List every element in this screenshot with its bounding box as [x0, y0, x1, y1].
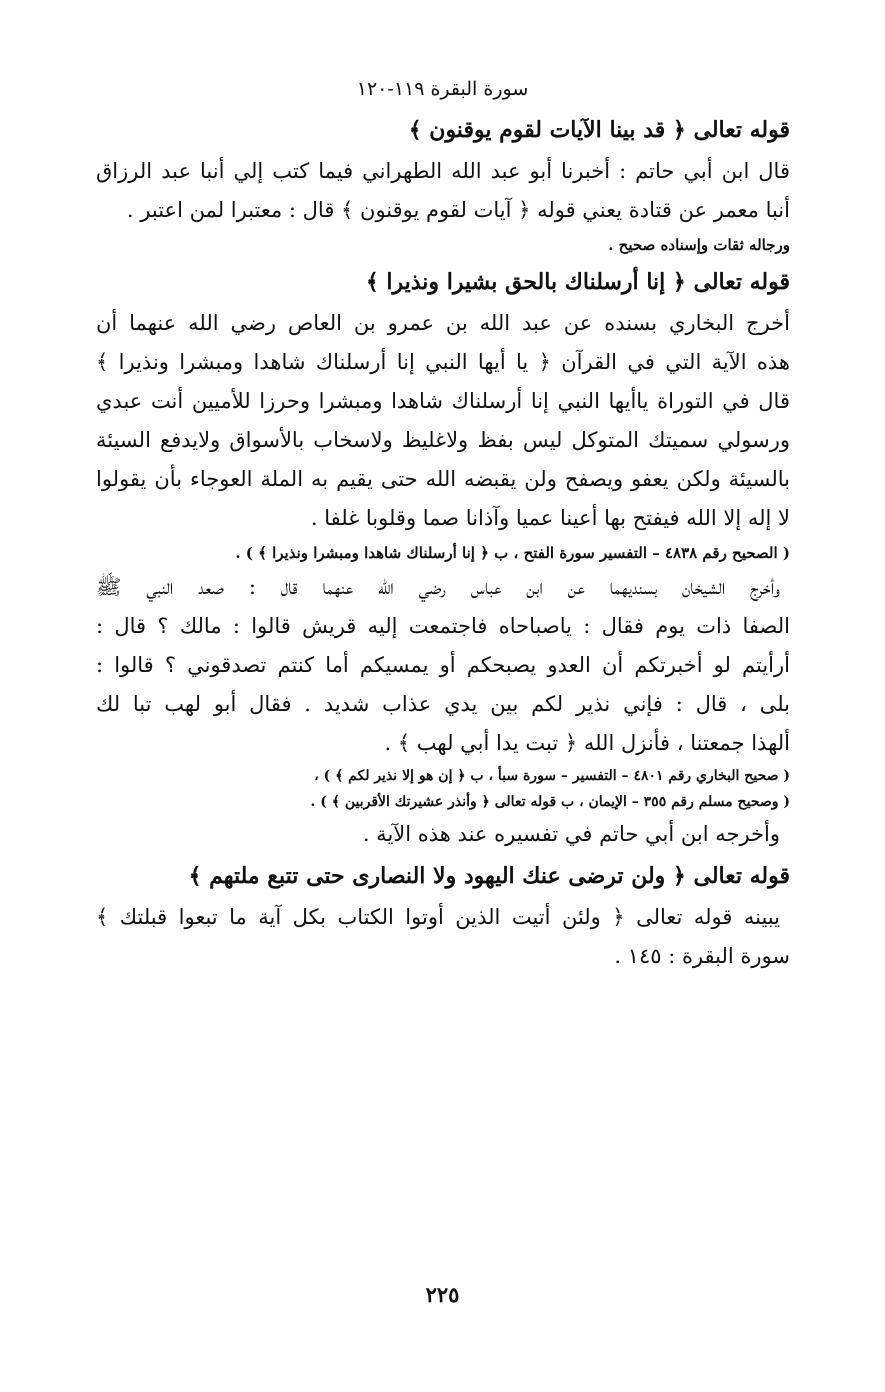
paragraph-line: سورة البقرة : ١٤٥ .	[614, 944, 790, 968]
section-heading-3: قوله تعالى ﴿ ولن ترضى عنك اليهود ولا النصارى حتى تتبع ملتهم ﴾	[188, 863, 790, 889]
reference-note: ( الصحيح رقم ٤٨٣٨ – التفسير سورة الفتح ، ب ﴿ إنا أرسلناك شاهدا ومبشرا ونذيرا ﴾ ) .	[235, 544, 790, 562]
paragraph-line: أخرج البخاري بسنده عن عبد الله بن عمرو بن العاص رضي الله عنهما أن	[96, 311, 790, 335]
authentication-note: ورجاله ثقات وإسناده صحيح .	[608, 236, 790, 254]
paragraph-line: قال في التوراة ياأيها النبي إنا أرسلناك شاهدا ومبشرا وحرزا للأميين أنت عبدي	[96, 389, 790, 413]
paragraph-line: وأخرج الشيخان بسنديهما عن ابن عباس رضي الله عنهما قال : صعد النبي ﷺ	[96, 575, 780, 599]
paragraph-line: هذه الآية التي في القرآن ﴿ يا أيها النبي إنا أرسلناك شاهدا ومبشرا ونذيرا ﴾	[96, 350, 790, 374]
paragraph-line: الصفا ذات يوم فقال : ياصباحاه فاجتمعت إليه قريش قالوا : مالك ؟ قال :	[96, 614, 790, 638]
paragraph-line: لا إله إلا الله فيفتح بها أعينا عميا وآذانا صما وقلوبا غلفا .	[310, 506, 790, 530]
paragraph-line: ورسولي سميتك المتوكل ليس بفظ ولاغليظ ولاسخاب بالأسواق ولايدفع السيئة	[96, 428, 790, 452]
paragraph-line: قال ابن أبي حاتم : أخبرنا أبو عبد الله الطهراني فيما كتب إلي أنبا عبد الرزاق	[96, 159, 790, 183]
page-number: ٢٢٥	[425, 1282, 460, 1307]
running-header: سورة البقرة ١١٩-١٢٠	[356, 78, 529, 100]
reference-note: ( وصحيح مسلم رقم ٣٥٥ – الإيمان ، ب قوله تعالى ﴿ وأنذر عشيرتك الأقربين ﴾ ) .	[310, 794, 790, 810]
paragraph-line: أنبا معمر عن قتادة يعني قوله ﴿ آيات لقوم يوقنون ﴾ قال : معتبرا لمن اعتبر .	[126, 198, 790, 222]
page-body	[96, 108, 790, 976]
section-heading-2: قوله تعالى ﴿ إنا أرسلناك بالحق بشيرا ونذيرا ﴾	[365, 269, 790, 295]
paragraph-line: وأخرجه ابن أبي حاتم في تفسيره عند هذه الآية .	[362, 822, 780, 846]
paragraph-line: أرأيتم لو أخبرتكم أن العدو يصبحكم أو يمسيكم أما كنتم تصدقوني ؟ قالوا :	[96, 653, 790, 677]
paragraph-line: بلى ، قال : فإني نذير لكم بين يدي عذاب شديد . فقال أبو لهب تبا لك	[96, 692, 790, 716]
paragraph-line: ألهذا جمعتنا ، فأنزل الله ﴿ تبت يدا أبي لهب ﴾ .	[384, 731, 790, 755]
section-heading-1: قوله تعالى ﴿ قد بينا الآيات لقوم يوقنون ﴾	[408, 117, 790, 143]
paragraph-line: يبينه قوله تعالى ﴿ ولئن أتيت الذين أوتوا الكتاب بكل آية ما تبعوا قبلتك ﴾	[96, 905, 780, 929]
reference-note: ( صحيح البخاري رقم ٤٨٠١ – التفسير – سورة سبأ ، ب ﴿ إن هو إلا نذير لكم ﴾ ) ،	[314, 768, 790, 784]
paragraph-line: بالسيئة ولكن يعفو ويصفح ولن يقبضه الله حتى يقيم به الملة العوجاء بأن يقولوا	[96, 467, 790, 491]
